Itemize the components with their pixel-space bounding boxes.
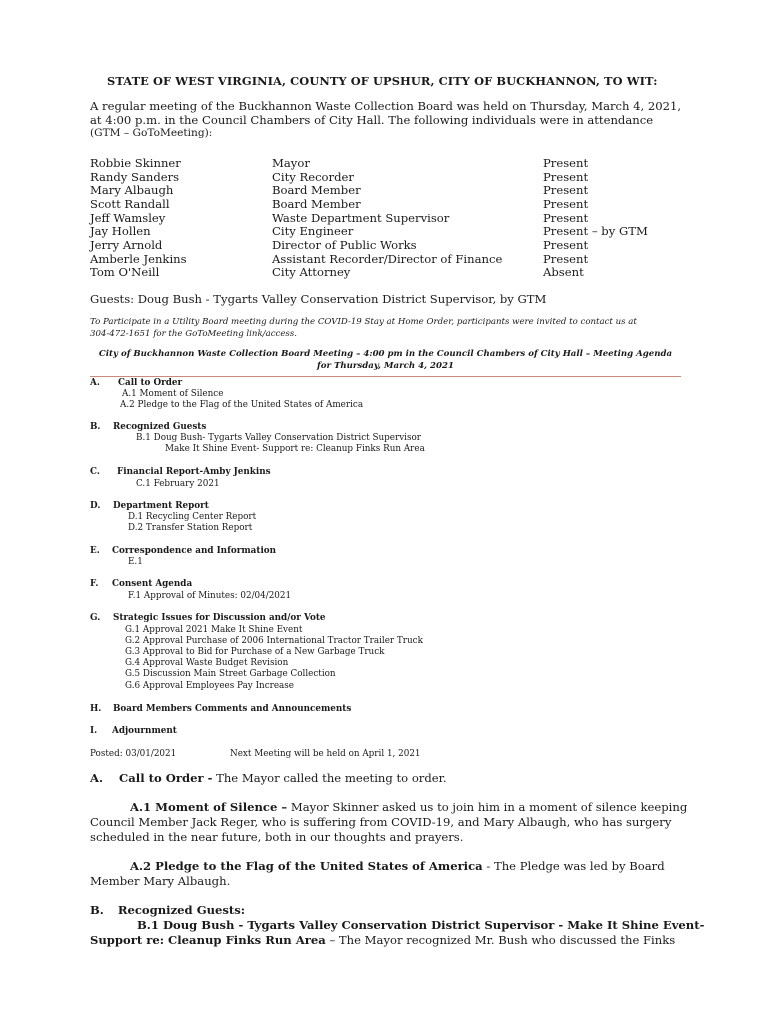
section-heading: B.1 Doug Bush - Tygarts Valley Conservation District Supervisor - Make It Shine Event- xyxy=(137,918,705,932)
attendee-status: Present xyxy=(543,183,589,197)
attendee-role: Assistant Recorder/Director of Finance xyxy=(272,252,503,266)
attendee-name: Jerry Arnold xyxy=(90,238,163,252)
attendee-role: Mayor xyxy=(272,156,310,170)
agenda-letter: I. xyxy=(90,726,98,736)
agenda-title-line: for Thursday, March 4, 2021 xyxy=(317,361,454,371)
section-heading: A.2 Pledge to the Flag of the United States of America xyxy=(130,859,483,873)
attendee-name: Jeff Wamsley xyxy=(90,211,166,225)
agenda-item: A.2 Pledge to the Flag of the United States of America xyxy=(120,400,364,410)
attendee-role: Waste Department Supervisor xyxy=(272,211,450,225)
section-text: – The Mayor recognized Mr. Bush who discussed the Finks xyxy=(325,933,676,947)
intro-line: A regular meeting of the Buckhannon Waste Collection Board was held on Thursday, March 4, 2021, xyxy=(90,99,682,113)
attendee-role: City Attorney xyxy=(272,265,351,279)
paragraph-line: scheduled in the near future, both in our thoughts and prayers. xyxy=(90,830,464,844)
attendee-status: Present – by GTM xyxy=(543,224,648,238)
attendee-role: Board Member xyxy=(272,197,361,211)
section-text: Mayor Skinner asked us to join him in a moment of silence keeping xyxy=(287,800,688,814)
agenda-heading: Strategic Issues for Discussion and/or Vote xyxy=(113,613,326,623)
agenda-title-line: City of Buckhannon Waste Collection Board Meeting – 4:00 pm in the Council Chambers of City Hall – Meeting Agenda xyxy=(98,349,673,359)
attendee-name: Jay Hollen xyxy=(90,224,151,238)
participation-line: To Participate in a Utility Board meeting during the COVID-19 Stay at Home Order, participants were invited to contact us at xyxy=(90,317,637,327)
agenda-heading: Department Report xyxy=(113,501,209,511)
attendee-status: Present xyxy=(543,211,589,225)
minutes-b1 xyxy=(90,933,675,947)
attendee-name: Tom O'Neill xyxy=(90,265,160,279)
agenda-heading: Correspondence and Information xyxy=(112,546,277,556)
section-letter: A. xyxy=(90,771,104,785)
participation-line: 304-472-1651 for the GoToMeeting link/access. xyxy=(90,329,297,339)
attendee-name: Scott Randall xyxy=(90,197,170,211)
agenda-letter: A. xyxy=(90,378,100,388)
attendee-status: Present xyxy=(543,252,589,266)
agenda-divider xyxy=(90,376,681,377)
agenda-heading: Adjournment xyxy=(112,726,177,736)
agenda-letter: C. xyxy=(90,467,100,477)
section-heading: A.1 Moment of Silence – xyxy=(130,800,288,814)
agenda-item: E.1 xyxy=(128,557,143,567)
agenda-item: G.4 Approval Waste Budget Revision xyxy=(125,658,289,668)
agenda-heading: Recognized Guests xyxy=(113,422,207,432)
attendee-role: Board Member xyxy=(272,183,361,197)
attendee-name: Robbie Skinner xyxy=(90,156,181,170)
attendee-name: Randy Sanders xyxy=(90,170,180,184)
agenda-heading: Consent Agenda xyxy=(112,579,193,589)
posted-date: Posted: 03/01/2021 xyxy=(90,749,177,759)
agenda-title xyxy=(90,348,681,372)
attendee-status: Present xyxy=(543,197,589,211)
agenda-item: G.3 Approval to Bid for Purchase of a New Garbage Truck xyxy=(125,647,385,657)
agenda-item: A.1 Moment of Silence xyxy=(122,389,224,399)
section-text: The Mayor called the meeting to order. xyxy=(212,771,447,785)
agenda-item: D.2 Transfer Station Report xyxy=(128,523,253,533)
agenda-item: B.1 Doug Bush- Tygarts Valley Conservation District Supervisor xyxy=(136,433,421,443)
paragraph-line: Council Member Jack Reger, who is suffering from COVID-19, and Mary Albaugh, who has surgery xyxy=(90,815,672,829)
agenda-item: Make It Shine Event- Support re: Cleanup Finks Run Area xyxy=(165,444,425,454)
attendee-role: Director of Public Works xyxy=(272,238,417,252)
agenda-item: G.1 Approval 2021 Make It Shine Event xyxy=(125,625,303,635)
attendee-status: Present xyxy=(543,238,589,252)
agenda-heading: Board Members Comments and Announcements xyxy=(113,704,352,714)
paragraph-line: Member Mary Albaugh. xyxy=(90,874,231,888)
agenda-item: F.1 Approval of Minutes: 02/04/2021 xyxy=(128,591,292,601)
section-heading: Recognized Guests: xyxy=(117,903,246,917)
attendee-status: Present xyxy=(543,156,589,170)
agenda-item: D.1 Recycling Center Report xyxy=(128,512,257,522)
document-title: STATE OF WEST VIRGINIA, COUNTY OF UPSHUR, CITY OF BUCKHANNON, TO WIT: xyxy=(107,74,658,88)
agenda-letter: H. xyxy=(90,704,102,714)
agenda-heading: Call to Order xyxy=(118,378,183,388)
intro-paragraph xyxy=(90,100,681,141)
agenda-letter: G. xyxy=(90,613,101,623)
minutes-section-b xyxy=(90,903,245,917)
attendee-role: City Recorder xyxy=(272,170,354,184)
agenda-item: G.6 Approval Employees Pay Increase xyxy=(125,681,295,691)
attendee-name: Amberle Jenkins xyxy=(90,252,187,266)
agenda-item: G.5 Discussion Main Street Garbage Collection xyxy=(125,669,336,679)
attendee-name: Mary Albaugh xyxy=(90,183,174,197)
section-heading: Support re: Cleanup Finks Run Area xyxy=(90,933,326,947)
attendee-status: Absent xyxy=(543,265,584,279)
intro-line: (GTM – GoToMeeting): xyxy=(90,127,213,140)
agenda-letter: B. xyxy=(90,422,101,432)
minutes-a1 xyxy=(130,800,687,814)
agenda-letter: F. xyxy=(90,579,99,589)
minutes-section-a xyxy=(90,771,447,785)
participation-note xyxy=(90,316,637,340)
section-heading: Call to Order - xyxy=(119,771,213,785)
section-text: - The Pledge was led by Board xyxy=(482,859,665,873)
agenda-item: G.2 Approval Purchase of 2006 International Tractor Trailer Truck xyxy=(125,636,423,646)
agenda-heading: Financial Report-Amby Jenkins xyxy=(117,467,271,477)
agenda-letter: D. xyxy=(90,501,101,511)
guests-line: Guests: Doug Bush - Tygarts Valley Conservation District Supervisor, by GTM xyxy=(90,292,547,306)
section-letter: B. xyxy=(90,903,104,917)
agenda-item: C.1 February 2021 xyxy=(136,479,220,489)
next-meeting: Next Meeting will be held on April 1, 2021 xyxy=(230,749,421,759)
intro-line: at 4:00 p.m. in the Council Chambers of City Hall. The following individuals were in attendance xyxy=(90,112,654,127)
agenda-letter: E. xyxy=(90,546,100,556)
attendee-role: City Engineer xyxy=(272,224,354,238)
attendee-status: Present xyxy=(543,170,589,184)
minutes-a2 xyxy=(130,859,665,873)
